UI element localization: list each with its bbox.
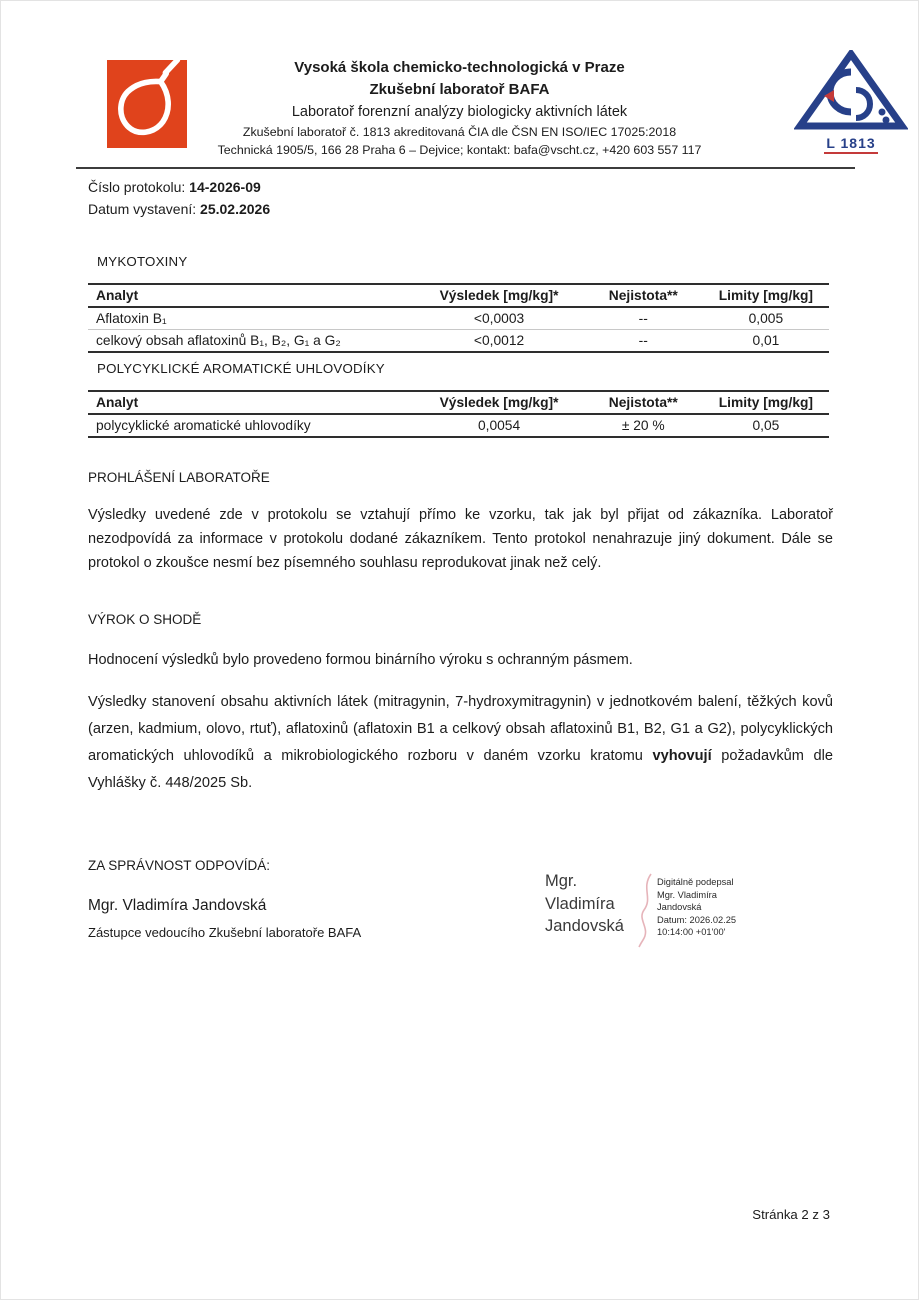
digital-name-line: Mgr.	[545, 872, 578, 890]
accreditation-line: Zkušební laboratoř č. 1813 akreditovaná ČIA dle ČSN EN ISO/IEC 17025:2018	[242, 125, 677, 139]
verdict-result-pre: Výsledky stanovení obsahu aktivních látek (mitragynin, 7-hydroxymitragynin) v jednotkovém balení, těžkých kovů (arzen, kadmium, olovo, rtuť), aflatoxinů (aflatoxin B1 a celkový obsah aflatoxinů B1, B2, G1 a G2), polycyklických aromatických uhlovodíků a mikrobiologického rozboru v daném vzorku kratomu	[88, 694, 833, 764]
verdict-result-keyword: vyhovují	[652, 748, 712, 764]
cell-nejistota: --	[638, 311, 648, 326]
digital-detail-line: Jandovská	[657, 902, 702, 913]
digital-detail-line: Mgr. Vladimíra	[657, 889, 717, 900]
cell-analyt: polycyklické aromatické uhlovodíky	[88, 414, 414, 437]
column-header-nejistota: Nejistota**	[584, 391, 703, 414]
cell-analyt: celkový obsah aflatoxinů B₁, B₂, G₁ a G₂	[88, 330, 414, 353]
table-header-row	[88, 284, 829, 307]
laboratory-fullname: Laboratoř forenzní analýzy biologicky aktivních látek	[291, 104, 628, 120]
digital-signature	[545, 870, 736, 948]
table-row	[88, 414, 829, 437]
accreditation-number-label: L 1813	[824, 135, 877, 154]
cell-analyt: Aflatoxin B₁	[96, 311, 167, 326]
letterhead	[0, 57, 919, 159]
cell-vysledek: <0,0012	[414, 330, 583, 353]
cell-nejistota: --	[584, 330, 703, 353]
verdict-title: VÝROK O SHODĚ	[88, 612, 202, 627]
verdict-result-text	[88, 689, 833, 797]
issue-date-label: Datum vystavení:	[88, 200, 201, 217]
table-row	[88, 330, 829, 353]
declaration-text: Výsledky uvedené zde v protokolu se vztahují přímo ke vzorku, tak jak byl přijat od zákazníka. Laboratoř nezodpovídá za informace v protokolu dodané zákazníkem. Tento protokol nenahrazuje jiný dokument. Dále se protokol o zkoušce nesmí bez písemného souhlasu reprodukovat jinak než celý.	[88, 507, 833, 571]
section-title-mykotoxiny: MYKOTOXINY	[97, 254, 188, 269]
header-divider	[76, 167, 855, 169]
digital-detail-line: 10:14:00 +01'00'	[657, 927, 726, 938]
cell-limity: 0,05	[703, 414, 829, 437]
responsibility-title: ZA SPRÁVNOST ODPOVÍDÁ:	[88, 858, 271, 873]
page-number: Stránka 2 z 3	[752, 1207, 830, 1222]
column-header-limity: Limity [mg/kg]	[703, 284, 829, 307]
protocol-number-value: 14-2026-09	[189, 179, 261, 195]
organization-name: Vysoká škola chemicko-technologická v Praze	[294, 59, 625, 76]
address-contact-line: Technická 1905/5, 166 28 Praha 6 – Dejvice; kontakt: bafa@vscht.cz, +420 603 557 117	[217, 143, 702, 157]
table-header-row	[88, 391, 829, 414]
verdict-result-post: požadavkům dle Vyhlášky č. 448/2025 Sb.	[88, 748, 833, 791]
issue-date-value: 25.02.2026	[200, 200, 271, 217]
digital-signature-details	[657, 870, 736, 939]
laboratory-name: Zkušební laboratoř BAFA	[369, 81, 550, 98]
mykotoxiny-table	[88, 283, 829, 353]
cia-accreditation-logo	[794, 50, 908, 150]
section-title-pah: POLYCYKLICKÉ AROMATICKÉ UHLOVODÍKY	[97, 361, 385, 376]
column-header-nejistota: Nejistota**	[584, 284, 703, 307]
digital-name-line: Vladimíra	[545, 894, 615, 913]
table-row	[88, 307, 829, 330]
protocol-meta	[88, 177, 270, 220]
digital-detail-line: Digitálně podepsal	[657, 877, 734, 887]
cia-triangle-icon	[794, 50, 908, 130]
digital-detail-line: Datum: 2026.02.25	[657, 914, 737, 925]
declaration-title: PROHLÁŠENÍ LABORATOŘE	[88, 470, 270, 485]
protocol-number-label: Číslo protokolu:	[88, 179, 190, 195]
cell-limity: 0,005	[748, 311, 784, 326]
verdict-method-text: Hodnocení výsledků bylo provedeno formou binárního výroku s ochranným pásmem.	[88, 652, 633, 668]
signature-flourish-icon	[635, 872, 657, 948]
cell-vysledek: 0,0054	[414, 414, 583, 437]
cell-vysledek: <0,0003	[473, 311, 525, 326]
cell-limity: 0,01	[703, 330, 829, 353]
protocol-number-row	[88, 177, 270, 199]
column-header-analyt: Analyt	[88, 284, 414, 307]
digital-signature-name	[545, 870, 635, 938]
column-header-analyt: Analyt	[88, 391, 414, 414]
issue-date-row	[88, 199, 270, 221]
digital-name-line: Jandovská	[545, 917, 624, 935]
signatory-role: Zástupce vedoucího Zkušební laboratoře BAFA	[88, 925, 362, 940]
pah-table	[88, 390, 829, 438]
column-header-vysledek: Výsledek [mg/kg]*	[414, 391, 583, 414]
column-header-vysledek: Výsledek [mg/kg]*	[414, 284, 583, 307]
cell-nejistota: ± 20 %	[584, 414, 703, 437]
column-header-limity: Limity [mg/kg]	[703, 391, 829, 414]
signatory-name: Mgr. Vladimíra Jandovská	[88, 897, 267, 914]
